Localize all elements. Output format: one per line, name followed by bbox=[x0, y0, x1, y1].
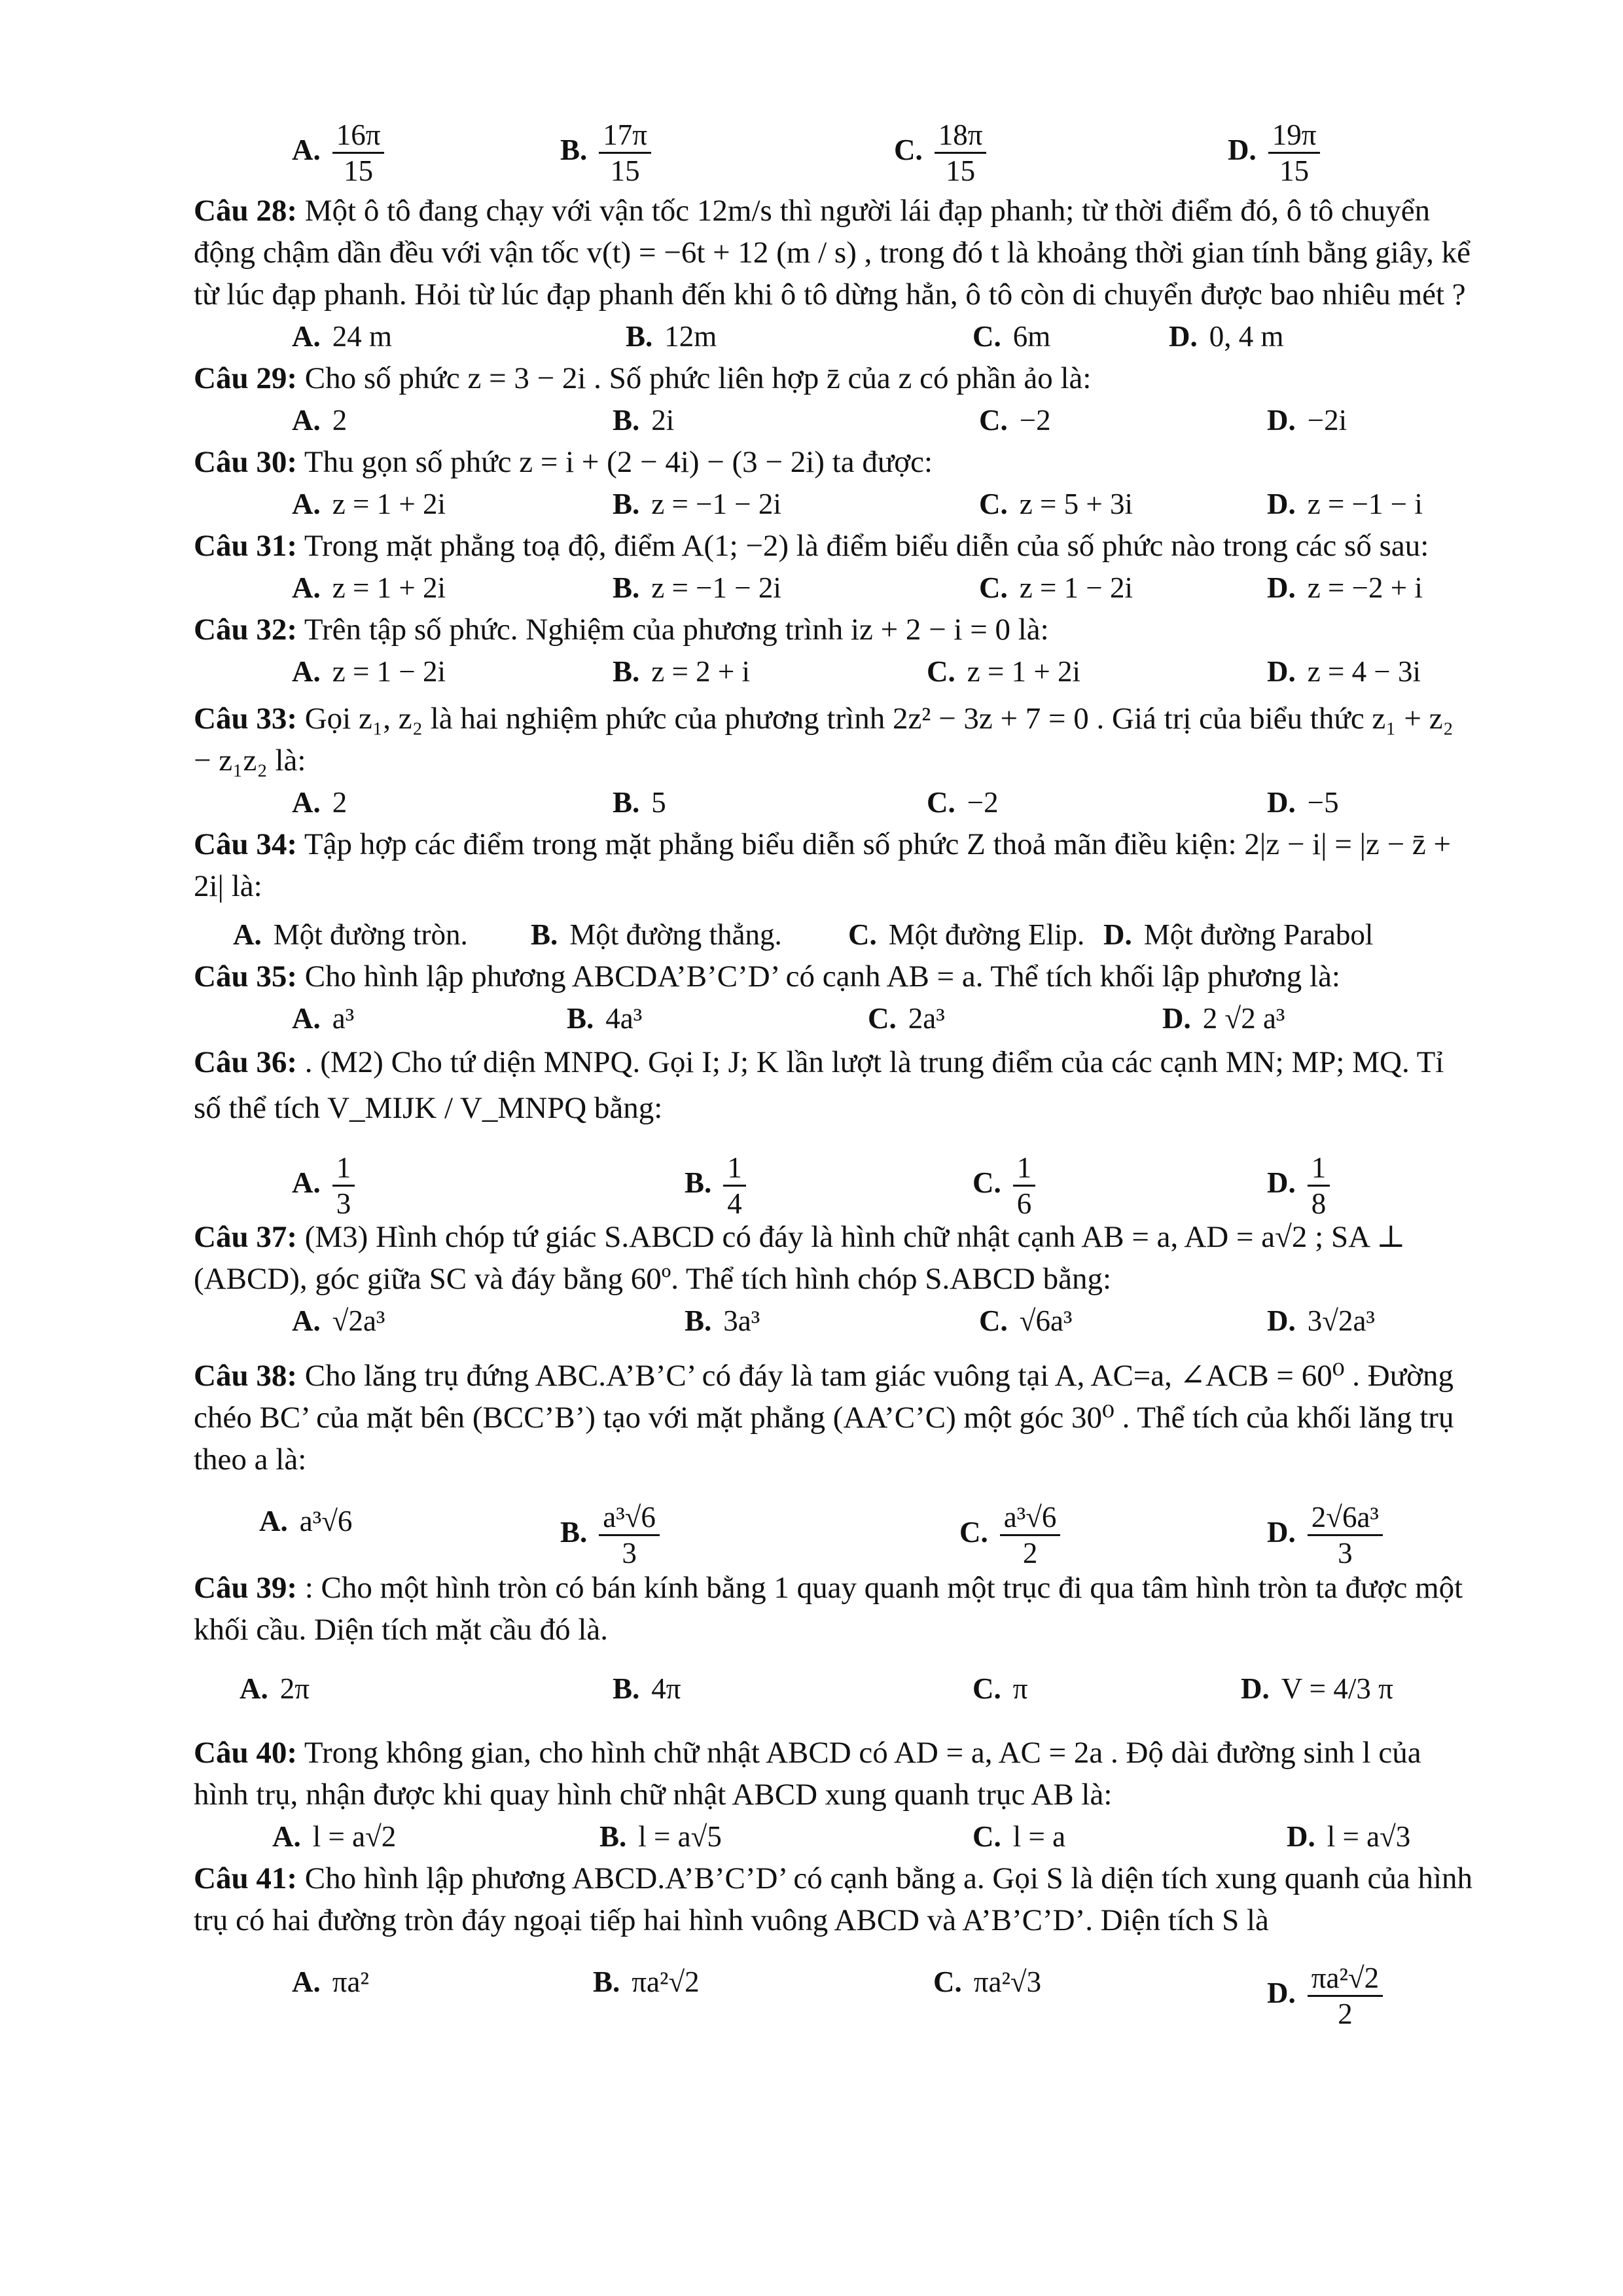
q29-option-c: C. −2 bbox=[979, 404, 1051, 437]
question-text: : Cho một hình tròn có bán kính bằng 1 quay quanh một trục đi qua tâm hình tròn ta được một khối cầu. Diện tích mặt cầu đó là. bbox=[194, 1571, 1463, 1647]
q40-option-d: D. l = a√3 bbox=[1287, 1820, 1411, 1853]
question-text: Thu gọn số phức z = i + (2 − 4i) − (3 − 2i) ta được: bbox=[304, 445, 933, 479]
q37-options bbox=[194, 1300, 1476, 1342]
question-text: Cho hình lập phương ABCDA’B’C’D’ có cạnh AB = a. Thể tích khối lập phương là: bbox=[304, 960, 1340, 994]
q30-option-a: A. z = 1 + 2i bbox=[292, 488, 446, 520]
q32-option-d: D. z = 4 − 3i bbox=[1267, 655, 1421, 688]
q36-option-c: C. $\frac{1}{6}$ bbox=[972, 1151, 1035, 1221]
q36-option-d: D. $\frac{1}{8}$ bbox=[1267, 1151, 1330, 1221]
q31-option-b: B. z = −1 − 2i bbox=[613, 571, 781, 604]
question-37 bbox=[194, 1216, 1476, 1342]
q36-option-a: A. $\frac{1}{3}$ bbox=[292, 1151, 355, 1221]
question-number: Câu 33: bbox=[194, 702, 297, 736]
q34-option-a: A. Một đường tròn. bbox=[233, 918, 468, 951]
q29-option-d: D. −2i bbox=[1267, 404, 1347, 437]
q31-option-d: D. z = −2 + i bbox=[1267, 571, 1423, 604]
q41-option-b: B. πa²√2 bbox=[593, 1965, 700, 1998]
q39-option-d: D. V = 4/3 π bbox=[1241, 1672, 1393, 1705]
question-34 bbox=[194, 823, 1476, 956]
question-41 bbox=[194, 1857, 1476, 2030]
q32-options bbox=[194, 651, 1476, 692]
q31-options bbox=[194, 567, 1476, 609]
q27-option-b: B. $\frac{17\pi}{15}$ bbox=[560, 118, 651, 188]
question-text: Trong mặt phẳng toạ độ, điểm A(1; −2) là điểm biểu diễn của số phức nào trong các số sau: bbox=[304, 529, 1429, 563]
question-text: (M3) Hình chóp tứ giác S.ABCD có đáy là hình chữ nhật cạnh AB = a, AD = a√2 ; SA ⊥ (ABCD), góc giữa SC và đáy bằng 60º. Thể tích hình chóp S.ABCD bằng: bbox=[194, 1220, 1406, 1296]
q34-option-c: C. Một đường Elip. bbox=[848, 918, 1085, 951]
question-40 bbox=[194, 1732, 1476, 1857]
q41-options bbox=[194, 1941, 1476, 2030]
question-text: Tập hợp các điểm trong mặt phẳng biểu diễn số phức Z thoả mãn điều kiện: 2|z − i| = |z − z̄ + 2i| là: bbox=[194, 827, 1451, 903]
question-number: Câu 41: bbox=[194, 1861, 297, 1895]
question-number: Câu 34: bbox=[194, 827, 297, 861]
q33-option-c: C. −2 bbox=[927, 786, 999, 819]
q36-option-b: B. $\frac{1}{4}$ bbox=[685, 1151, 746, 1221]
q40-option-a: A. l = a√2 bbox=[272, 1820, 397, 1853]
question-36 bbox=[194, 1039, 1476, 1220]
q39-options bbox=[194, 1651, 1476, 1723]
question-number: Câu 30: bbox=[194, 445, 297, 479]
q30-option-c: C. z = 5 + 3i bbox=[979, 488, 1133, 520]
q33-option-b: B. 5 bbox=[613, 786, 666, 819]
question-35 bbox=[194, 956, 1476, 1039]
question-31 bbox=[194, 525, 1476, 609]
q28-options bbox=[194, 315, 1476, 357]
q33-option-a: A. 2 bbox=[292, 786, 348, 819]
q35-option-c: C. 2a³ bbox=[868, 1002, 945, 1035]
q39-option-b: B. 4π bbox=[613, 1672, 681, 1705]
question-text: Cho hình lập phương ABCD.A’B’C’D’ có cạnh bằng a. Gọi S là diện tích xung quanh của hình trụ có hai đường tròn đáy ngoại tiếp hai hình vuông ABCD và A’B’C’D’. Diện tích S là bbox=[194, 1861, 1473, 1937]
q27-option-a: A. $\frac{16\pi}{15}$ bbox=[292, 118, 384, 188]
q39-option-a: A. 2π bbox=[240, 1672, 310, 1705]
question-39 bbox=[194, 1567, 1476, 1723]
question-number: Câu 36: bbox=[194, 1045, 297, 1079]
question-number: Câu 35: bbox=[194, 960, 297, 994]
q36-options bbox=[194, 1131, 1476, 1220]
q33-option-d: D. −5 bbox=[1267, 786, 1339, 819]
q34-option-b: B. Một đường thẳng. bbox=[531, 918, 782, 951]
question-number: Câu 28: bbox=[194, 194, 297, 228]
question-28 bbox=[194, 190, 1476, 357]
q37-option-c: C. √6a³ bbox=[979, 1304, 1073, 1337]
q29-options bbox=[194, 399, 1476, 441]
q32-option-c: C. z = 1 + 2i bbox=[927, 655, 1080, 688]
q27-option-d: D. $\frac{19\pi}{15}$ bbox=[1228, 118, 1320, 188]
q41-option-a: A. πa² bbox=[292, 1965, 369, 1998]
q31-option-a: A. z = 1 + 2i bbox=[292, 571, 446, 604]
question-text: Cho số phức z = 3 − 2i . Số phức liên hợp z̄ của z có phần ảo là: bbox=[304, 361, 1092, 395]
question-29 bbox=[194, 357, 1476, 441]
question-number: Câu 32: bbox=[194, 613, 297, 647]
q41-option-d: D. $\frac{\text{πa²√2}}{2}$ bbox=[1267, 1961, 1383, 2031]
q30-option-d: D. z = −1 − i bbox=[1267, 488, 1423, 520]
question-number: Câu 40: bbox=[194, 1736, 297, 1770]
q34-options bbox=[194, 914, 1476, 956]
q29-option-a: A. 2 bbox=[292, 404, 348, 437]
question-number: Câu 31: bbox=[194, 529, 297, 563]
q35-option-a: A. a³ bbox=[292, 1002, 355, 1035]
question-text: Cho lăng trụ đứng ABC.A’B’C’ có đáy là tam giác vuông tại A, AC=a, ∠ACB = 60⁰ . Đường chéo BC’ của mặt bên (BCC’B’) tạo với mặt phẳng (AA’C’C) một góc 30⁰ . Thể tích của khối lăng trụ theo a là: bbox=[194, 1359, 1454, 1477]
q32-option-b: B. z = 2 + i bbox=[613, 655, 750, 688]
q33-options bbox=[194, 781, 1476, 823]
q40-option-c: C. l = a bbox=[972, 1820, 1066, 1853]
q37-option-a: A. √2a³ bbox=[292, 1304, 385, 1337]
q40-options bbox=[194, 1816, 1476, 1857]
question-text: . (M2) Cho tứ diện MNPQ. Gọi I; J; K lần lượt là trung điểm của các cạnh MN; MP; MQ. Tỉ số thể tích V_MIJK / V_MNPQ bằng: bbox=[194, 1045, 1444, 1125]
question-38 bbox=[194, 1355, 1476, 1570]
q31-option-c: C. z = 1 − 2i bbox=[979, 571, 1133, 604]
question-number: Câu 37: bbox=[194, 1220, 297, 1254]
q27-options bbox=[194, 111, 1476, 190]
q37-option-b: B. 3a³ bbox=[685, 1304, 760, 1337]
question-number: Câu 39: bbox=[194, 1571, 297, 1605]
q30-options bbox=[194, 483, 1476, 525]
q30-option-b: B. z = −1 − 2i bbox=[613, 488, 781, 520]
q40-option-b: B. l = a√5 bbox=[599, 1820, 722, 1853]
q28-option-d: D. 0, 4 m bbox=[1169, 320, 1284, 353]
question-number: Câu 29: bbox=[194, 361, 297, 395]
question-32 bbox=[194, 609, 1476, 692]
q38-options bbox=[194, 1480, 1476, 1570]
q37-option-d: D. 3√2a³ bbox=[1267, 1304, 1375, 1337]
question-text: Một ô tô đang chạy với vận tốc 12m/s thì người lái đạp phanh; từ thời điểm đó, ô tô chuyển động chậm dần đều với vận tốc v(t) = −6t + 12 (m / s) , trong đó t là khoảng thời gian tính bằng giây, kể từ lúc đạp phanh. Hỏi từ lúc đạp phanh đến khi ô tô dừng hẳn, ô tô còn di chuyển được bao nhiêu mét ? bbox=[194, 194, 1471, 312]
exam-page bbox=[194, 111, 1476, 2030]
q35-options bbox=[194, 997, 1476, 1039]
q35-option-d: D. 2 √2 a³ bbox=[1162, 1002, 1285, 1035]
q38-option-b: B. $\frac{\text{a³√6}}{3}$ bbox=[560, 1500, 660, 1570]
question-text: Trên tập số phức. Nghiệm của phương trình iz + 2 − i = 0 là: bbox=[304, 613, 1049, 647]
q35-option-b: B. 4a³ bbox=[567, 1002, 643, 1035]
question-text: Gọi z₁, z₂ là hai nghiệm phức của phương trình 2z² − 3z + 7 = 0 . Giá trị của biểu thức z₁ + z₂ − z₁z₂ là: bbox=[194, 702, 1454, 778]
q28-option-c: C. 6m bbox=[972, 320, 1051, 353]
q28-option-b: B. 12m bbox=[626, 320, 717, 353]
q38-option-a: A. a³√6 bbox=[259, 1505, 353, 1537]
q27-option-c: C. $\frac{18\pi}{15}$ bbox=[894, 118, 986, 188]
q38-option-c: C. $\frac{\text{a³√6}}{2}$ bbox=[959, 1500, 1060, 1570]
q38-option-d: D. $\frac{\text{2√6a³}}{3}$ bbox=[1267, 1500, 1383, 1570]
q28-option-a: A. 24 m bbox=[292, 320, 393, 353]
question-number: Câu 38: bbox=[194, 1359, 297, 1393]
question-text: Trong không gian, cho hình chữ nhật ABCD có AD = a, AC = 2a . Độ dài đường sinh l của hình trụ, nhận được khi quay hình chữ nhật ABCD xung quanh trục AB là: bbox=[194, 1736, 1421, 1812]
q32-option-a: A. z = 1 − 2i bbox=[292, 655, 446, 688]
question-33 bbox=[194, 698, 1476, 823]
q39-option-c: C. π bbox=[972, 1672, 1028, 1705]
q41-option-c: C. πa²√3 bbox=[933, 1965, 1042, 1998]
q29-option-b: B. 2i bbox=[613, 404, 675, 437]
question-30 bbox=[194, 441, 1476, 525]
q34-option-d: D. Một đường Parabol bbox=[1103, 918, 1374, 951]
